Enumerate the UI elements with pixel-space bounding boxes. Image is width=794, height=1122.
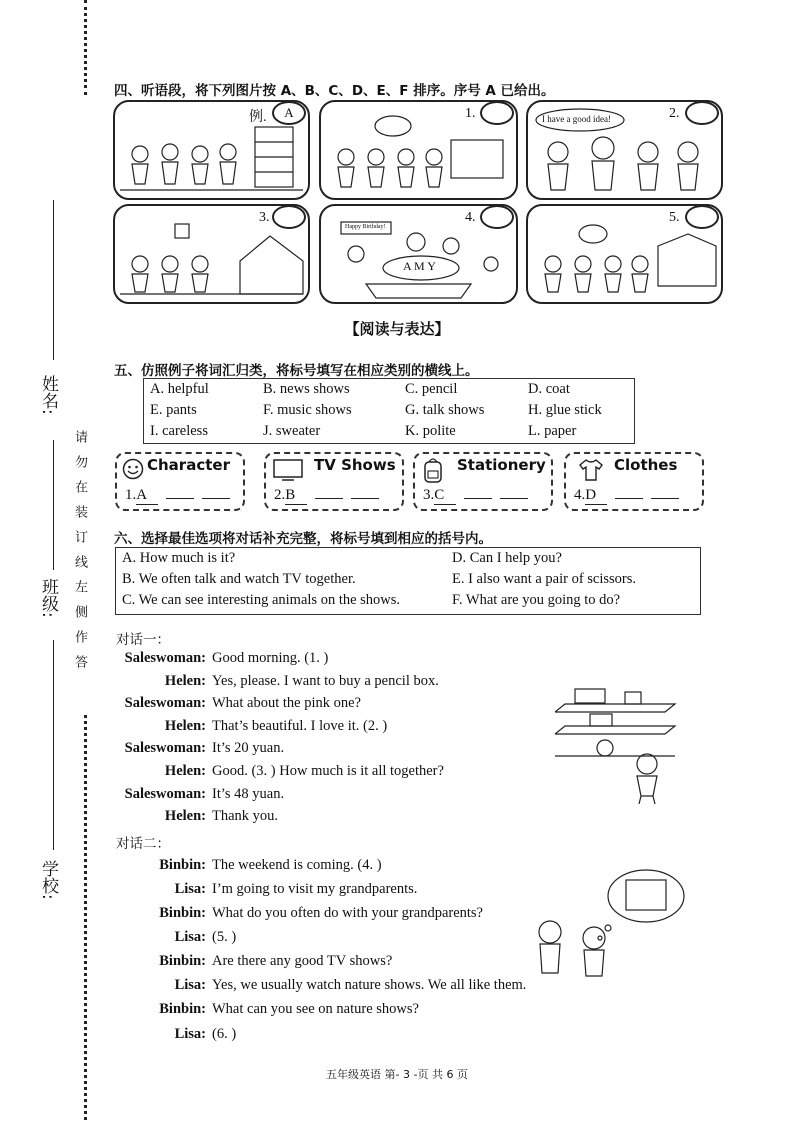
option-item: E. I also want a pair of scissors. <box>452 571 637 587</box>
dialogue-line: What about the pink one? <box>212 695 361 711</box>
speech-bubble-text: I have a good idea! <box>542 114 611 124</box>
dialogue-speaker: Binbin: <box>159 1001 206 1017</box>
word-item: G. talk shows <box>405 402 485 418</box>
word-bank <box>143 378 635 444</box>
dialogue-line: Yes, please. I want to buy a pencil box. <box>212 673 439 689</box>
tv-icon <box>272 458 304 482</box>
picture-panel-5: 5. <box>526 204 723 304</box>
category-box-tv-shows <box>264 452 404 511</box>
dialogue-line[interactable]: That’s beautiful. I love it. (2. ) <box>212 718 388 734</box>
word-item: B. news shows <box>263 381 350 397</box>
reading-section-title: 【阅读与表达】 <box>344 320 450 338</box>
option-item: C. We can see interesting animals on the shows. <box>122 592 401 608</box>
word-item: C. pencil <box>405 381 458 397</box>
dialogue2-title: 对话二： <box>116 836 170 852</box>
picture-panel-example: 例. <box>113 100 310 200</box>
category-title: Stationery <box>457 456 546 474</box>
dialogue-line: What can you see on nature shows? <box>212 1001 419 1017</box>
dialogue-speaker: Binbin: <box>159 905 206 921</box>
dialogue-line: I’m going to visit my grandparents. <box>212 881 418 897</box>
dialogue-line: Yes, we usually watch nature shows. We all like them. <box>212 977 527 993</box>
word-item: I. careless <box>150 423 208 439</box>
dialogue-speaker: Saleswoman: <box>124 740 206 756</box>
dialogue-line[interactable]: The weekend is coming. (4. ) <box>212 857 382 873</box>
options-box <box>115 547 701 615</box>
word-item: H. glue stick <box>528 402 602 418</box>
answer-oval-1[interactable] <box>480 101 514 125</box>
dialogue-speaker: Lisa: <box>174 977 206 993</box>
word-item: L. paper <box>528 423 577 439</box>
category-answer-line[interactable]: 4.D <box>574 484 679 505</box>
smiley-icon <box>122 458 144 480</box>
stationery-shop-illustration <box>555 684 685 804</box>
category-box-character <box>115 452 245 511</box>
dialogue-speaker: Helen: <box>164 718 206 734</box>
school-line <box>53 640 54 850</box>
word-item: F. music shows <box>263 402 352 418</box>
answer-oval-5[interactable] <box>685 205 719 229</box>
section5-heading: 五、仿照例子将词汇归类，将标号填写在相应类别的横线上。 <box>114 363 479 379</box>
picture-panel-2: 2. I have a good idea! <box>526 100 723 200</box>
dialogue-line: It’s 48 yuan. <box>212 786 285 802</box>
category-title: Character <box>147 456 230 474</box>
dialogue-speaker: Saleswoman: <box>124 786 206 802</box>
category-box-clothes <box>564 452 704 511</box>
answer-oval-4[interactable] <box>480 205 514 229</box>
category-answer-line[interactable]: 1.A <box>125 484 230 505</box>
dialogue-speaker: Binbin: <box>159 953 206 969</box>
category-title: TV Shows <box>314 456 396 474</box>
page-footer: 五年级英语 第- 3 -页 共 6 页 <box>326 1068 468 1081</box>
option-item: F. What are you going to do? <box>452 592 621 608</box>
binding-dotted-line-bottom <box>84 715 87 1120</box>
dialogue-speaker: Helen: <box>164 763 206 779</box>
word-item: J. sweater <box>263 423 321 439</box>
name-label: 姓名: <box>38 375 58 415</box>
dialogue-speaker: Binbin: <box>159 857 206 873</box>
dialogue-line: What do you often do with your grandparents? <box>212 905 483 921</box>
binding-dotted-line-top <box>84 0 87 95</box>
picture-panel-4: 4. Happy Birthday! A M Y <box>319 204 518 304</box>
dialogue1-title: 对话一： <box>116 632 170 648</box>
category-answer-line[interactable]: 3.C <box>423 484 528 505</box>
dialogue-speaker: Helen: <box>164 673 206 689</box>
class-line <box>53 440 54 570</box>
shirt-icon <box>578 458 604 482</box>
dialogue-speaker: Lisa: <box>174 929 206 945</box>
dialogue-speaker: Saleswoman: <box>124 650 206 666</box>
picture-panel-1: 1. <box>319 100 518 200</box>
dialogue-line[interactable]: Good morning. (1. ) <box>212 650 329 666</box>
word-item: E. pants <box>150 402 197 418</box>
cake-text: A M Y <box>403 259 436 273</box>
section6-heading: 六、选择最佳选项将对话补充完整，将标号填到相应的括号内。 <box>114 531 492 547</box>
binding-warning: 请勿在装订线左侧作答 <box>72 430 87 680</box>
answer-oval-3[interactable] <box>272 205 306 229</box>
dialogue-speaker: Lisa: <box>174 1026 206 1042</box>
dialogue-line: Are there any good TV shows? <box>212 953 393 969</box>
kids-thinking-tv-illustration <box>528 868 688 978</box>
dialogue-line: It’s 20 yuan. <box>212 740 285 756</box>
option-item: A. How much is it? <box>122 550 236 566</box>
word-item: D. coat <box>528 381 570 397</box>
dialogue-speaker: Lisa: <box>174 881 206 897</box>
answer-oval-2[interactable] <box>685 101 719 125</box>
answer-oval-example: A <box>272 101 306 125</box>
option-item: B. We often talk and watch TV together. <box>122 571 356 587</box>
category-title: Clothes <box>614 456 678 474</box>
dialogue-speaker: Helen: <box>164 808 206 824</box>
section4-heading: 四、听语段，将下列图片按 A、B、C、D、E、F 排序。序号 A 已给出。 <box>114 83 555 99</box>
category-box-stationery <box>413 452 553 511</box>
dialogue-line: Thank you. <box>212 808 279 824</box>
dialogue-line[interactable]: (5. ) <box>212 929 237 945</box>
word-item: A. helpful <box>150 381 209 397</box>
class-label: 班级: <box>38 578 58 618</box>
word-item: K. polite <box>405 423 456 439</box>
category-answer-line[interactable]: 2.B <box>274 484 379 505</box>
school-label: 学校: <box>38 860 58 900</box>
birthday-banner-text: Happy Birthday! <box>345 224 386 230</box>
backpack-icon <box>421 456 445 484</box>
dialogue-line[interactable]: (6. ) <box>212 1026 237 1042</box>
dialogue-line[interactable]: Good. (3. ) How much is it all together? <box>212 763 444 779</box>
option-item: D. Can I help you? <box>452 550 562 566</box>
dialogue-speaker: Saleswoman: <box>124 695 206 711</box>
picture-panel-3: 3. <box>113 204 310 304</box>
